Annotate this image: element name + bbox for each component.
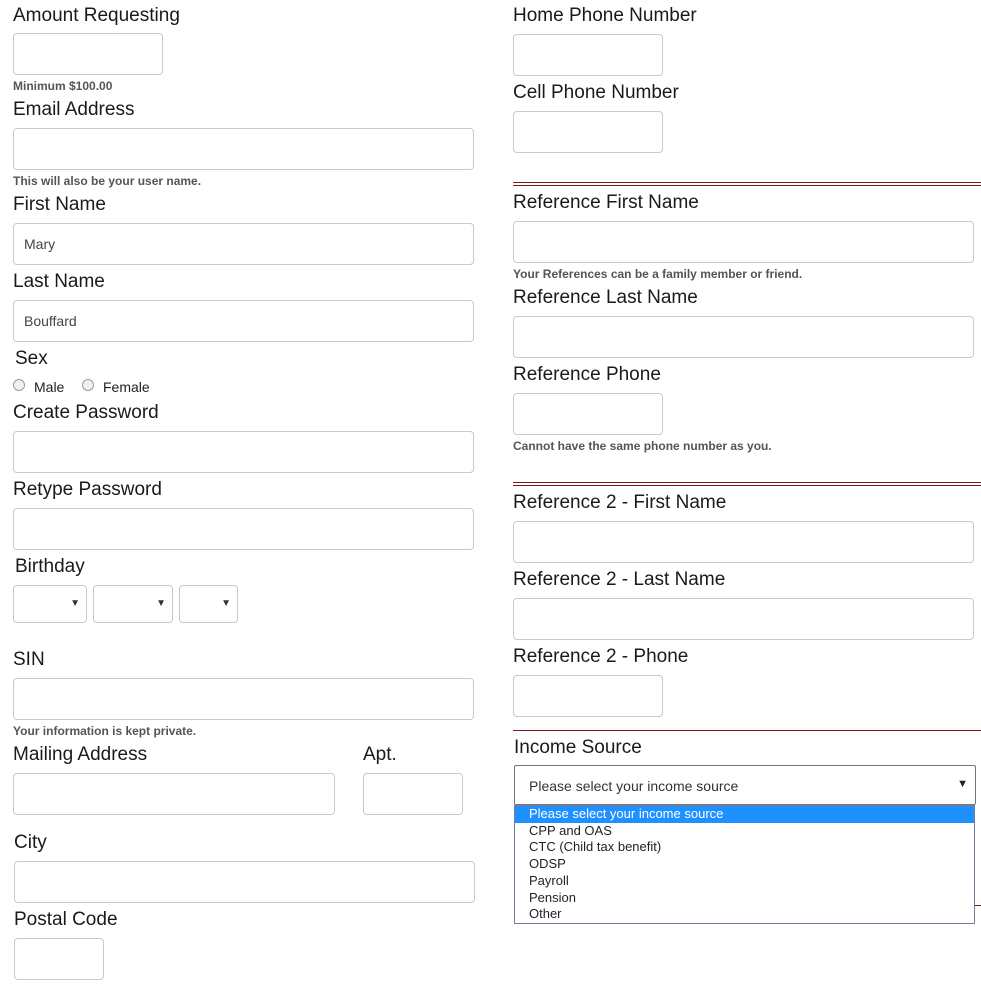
chevron-down-icon: ▼: [957, 778, 968, 790]
ref2-phone-label: Reference 2 - Phone: [513, 646, 689, 667]
ref2-phone-input[interactable]: [513, 675, 663, 717]
ref-first-name-help: Your References can be a family member or friend.: [513, 267, 803, 281]
last-name-input[interactable]: [13, 300, 474, 342]
sin-label: SIN: [13, 649, 45, 670]
email-help: This will also be your user name.: [13, 174, 202, 188]
password-input[interactable]: [13, 431, 474, 473]
postal-code-label: Postal Code: [14, 909, 118, 930]
income-option-ctc[interactable]: CTC (Child tax benefit): [529, 839, 662, 855]
ref2-first-name-label: Reference 2 - First Name: [513, 492, 727, 513]
sex-male-radio[interactable]: [13, 379, 25, 391]
chevron-down-icon: ▼: [70, 598, 80, 609]
mailing-address-input[interactable]: [13, 773, 335, 815]
first-name-label: First Name: [13, 194, 106, 215]
income-source-dropdown: [514, 805, 975, 924]
ref2-first-name-input[interactable]: [513, 521, 974, 563]
sex-female-label: Female: [103, 379, 150, 395]
income-source-selected-value: Please select your income source: [529, 778, 739, 794]
income-option-other[interactable]: Other: [529, 906, 562, 922]
home-phone-label: Home Phone Number: [513, 5, 697, 26]
amount-input[interactable]: [13, 33, 163, 75]
email-input[interactable]: [13, 128, 474, 170]
ref-phone-label: Reference Phone: [513, 364, 661, 385]
birthday-label: Birthday: [15, 556, 85, 577]
amount-help: Minimum $100.00: [13, 79, 113, 93]
password-label: Create Password: [13, 402, 159, 423]
income-option-payroll[interactable]: Payroll: [529, 872, 569, 888]
income-option-cpp-oas[interactable]: CPP and OAS: [529, 822, 612, 838]
sin-input[interactable]: [13, 678, 474, 720]
ref-phone-help: Cannot have the same phone number as you.: [513, 439, 772, 453]
retype-password-input[interactable]: [13, 508, 474, 550]
city-input[interactable]: [14, 861, 475, 903]
birthday-month-select[interactable]: [93, 585, 173, 623]
income-source-select[interactable]: [514, 765, 976, 805]
ref-last-name-label: Reference Last Name: [513, 287, 698, 308]
retype-password-label: Retype Password: [13, 479, 162, 500]
sex-male-label: Male: [34, 379, 65, 395]
ref-first-name-input[interactable]: [513, 221, 974, 263]
ref-first-name-label: Reference First Name: [513, 192, 699, 213]
mailing-address-label: Mailing Address: [13, 744, 148, 765]
first-name-input[interactable]: [13, 223, 474, 265]
last-name-label: Last Name: [13, 271, 105, 292]
chevron-down-icon: ▼: [221, 598, 231, 609]
cell-phone-input[interactable]: [513, 111, 663, 153]
sin-help: Your information is kept private.: [13, 724, 197, 738]
income-option-odsp[interactable]: ODSP: [529, 856, 566, 872]
apt-input[interactable]: [363, 773, 463, 815]
amount-label: Amount Requesting: [13, 5, 180, 26]
ref-phone-input[interactable]: [513, 393, 663, 435]
birthday-day-select[interactable]: [13, 585, 87, 623]
city-label: City: [14, 832, 47, 853]
email-label: Email Address: [13, 99, 135, 120]
ref-last-name-input[interactable]: [513, 316, 974, 358]
income-option-placeholder[interactable]: Please select your income source: [515, 806, 974, 823]
cell-phone-label: Cell Phone Number: [513, 82, 679, 103]
birthday-year-select[interactable]: [179, 585, 238, 623]
income-option-pension[interactable]: Pension: [529, 889, 576, 905]
home-phone-input[interactable]: [513, 34, 663, 76]
postal-code-input[interactable]: [14, 938, 104, 980]
ref2-last-name-label: Reference 2 - Last Name: [513, 569, 726, 590]
sex-female-radio[interactable]: [82, 379, 94, 391]
apt-label: Apt.: [363, 744, 397, 765]
ref2-last-name-input[interactable]: [513, 598, 974, 640]
income-source-label: Income Source: [514, 737, 642, 758]
sex-label: Sex: [15, 348, 48, 369]
chevron-down-icon: ▼: [156, 598, 166, 609]
